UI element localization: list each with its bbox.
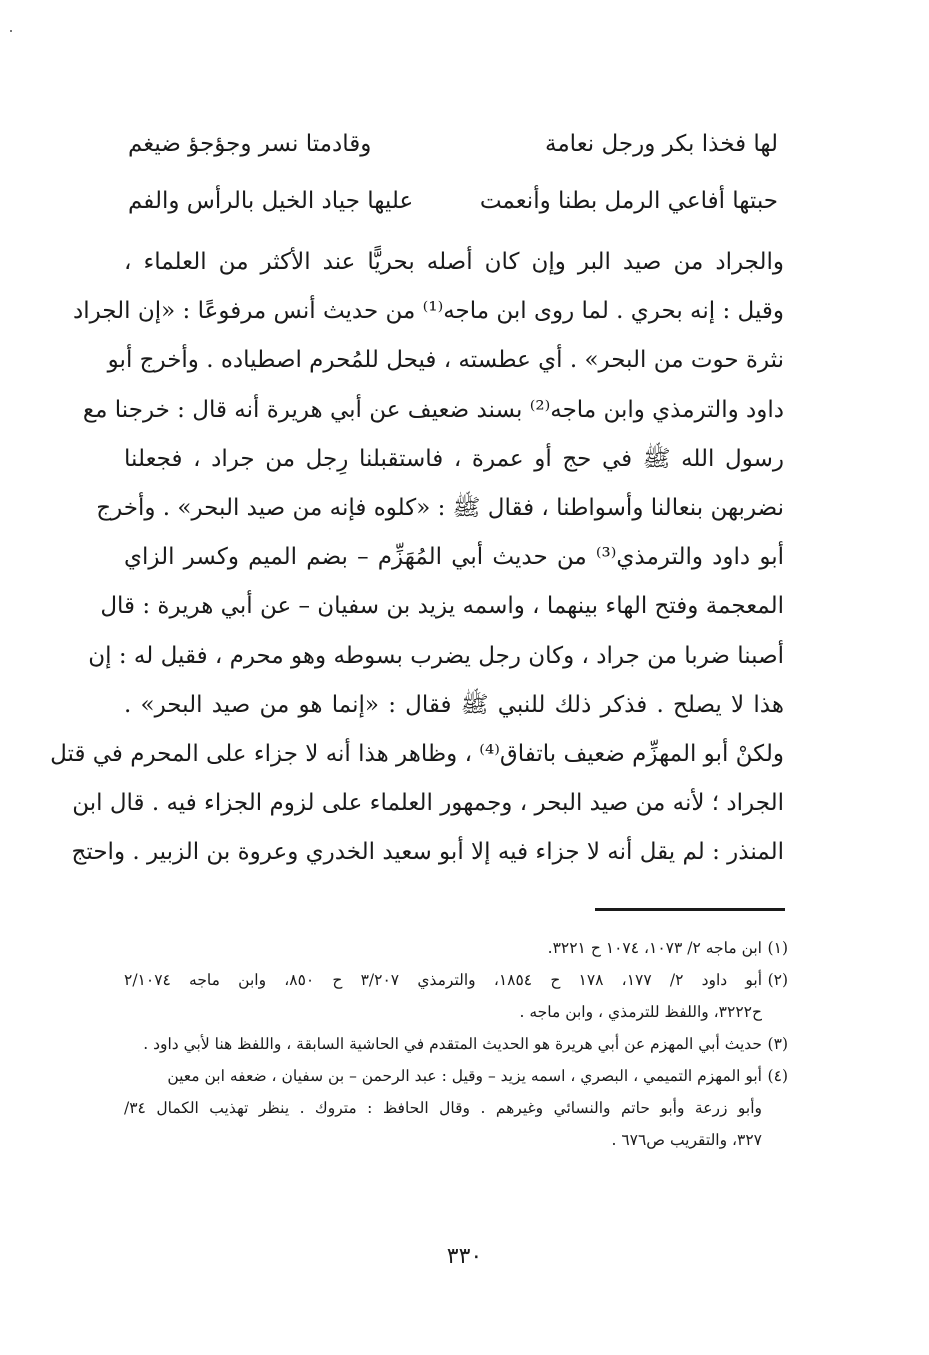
text-line: وقيل : إنه بحري . لما روى ابن ماجه⁽¹⁾ من حديث أنس مرفوعًا : «إن الجراد [72, 298, 784, 325]
verse-2-first-hemistich: حبتها أفاعي الرمل بطنا وأنعمت [479, 188, 778, 214]
footnote-1 [124, 932, 788, 964]
text-line: رسول الله ﷺ في حج أو عمرة ، فاستقبلنا رِجل من جراد ، فجعلنا [124, 445, 784, 472]
footnote-text: حديث أبي المهزم عن أبي هريرة هو الحديث المتقدم في الحاشية السابقة ، واللفظ هنا لأبي داود . [143, 1035, 762, 1053]
poem-verse-2 [128, 181, 778, 221]
poem-verse-1 [128, 124, 778, 164]
footnote-4-continuation: وأبو زرعة وأبو حاتم والنسائي وغيرهم . وقال الحافظ : متروك . ينظر تهذيب الكمال ٣٤/ [124, 1099, 762, 1117]
footnote-text: أبو داود ٢/ ١٧٧، ١٧٨ ح ١٨٥٤، والترمذي ٣/٢٠٧ ح ٨٥٠، وابن ماجه ٢/١٠٧٤ [124, 971, 763, 989]
page-number: ٣٣٠ [446, 1244, 483, 1269]
text-line: المنذر : لم يقل أنه لا جزاء فيه إلا أبو سعيد الخدري وعروة بن الزبير . واحتج [71, 839, 784, 866]
footnote-number: (١) [767, 939, 788, 957]
footnote-2-continuation: ح٣٢٢٢، واللفظ للترمذي ، وابن ماجه . [519, 1003, 762, 1021]
verse-2-second-hemistich: عليها جياد الخيل بالرأس والفم [128, 188, 414, 214]
text-line: المعجمة وفتح الهاء بينهما ، واسمه يزيد بن سفيان – عن أبي هريرة : قال [100, 593, 784, 620]
verse-1-second-hemistich: وقادمتا نسر وجؤجؤ ضيغم [128, 131, 372, 157]
verse-1-first-hemistich: لها فخذا بكر ورجل نعامة [545, 131, 778, 157]
footnote-number: (٢) [767, 971, 789, 989]
footnotes [124, 932, 788, 1156]
footnote-number: (٤) [767, 1067, 788, 1085]
footnote-4-continuation: ٣٢٧، والتقريب ص٦٧٦ . [611, 1131, 762, 1149]
footnote-4 [124, 1060, 788, 1092]
text-line: نضربهن بنعالنا وأسواطنا ، فقال ﷺ : «كلوه فإنه من صيد البحر» . وأخرج [96, 494, 784, 521]
footnote-text: ابن ماجه ٢/ ١٠٧٣، ١٠٧٤ ح ٣٢٢١. [547, 939, 762, 957]
text-line: داود والترمذي وابن ماجه⁽²⁾ بسند ضعيف عن أبي هريرة أنه قال : خرجنا مع [82, 396, 784, 423]
text-line: هذا لا يصلح . فذكر ذلك للنبي ﷺ فقال : «إنما هو من صيد البحر» . [124, 691, 784, 718]
footnote-3 [124, 1028, 788, 1060]
text-line: نثرة حوت من البحر» . أي عطسته ، فيحل للمُحرم اصطياده . وأخرج أبو [107, 347, 784, 374]
text-line: أبو داود والترمذي⁽³⁾ من حديث أبي المُهَزِّم – بضم الميم وكسر الزاي [124, 544, 784, 571]
main-text [50, 238, 784, 877]
footnote-number: (٣) [767, 1035, 788, 1053]
text-line: الجراد ؛ لأنه من صيد البحر ، وجمهور العلماء على لزوم الجزاء فيه . قال ابن [72, 790, 784, 817]
margin-speck [10, 30, 12, 32]
footnote-text: أبو المهزم التميمي ، البصري ، اسمه يزيد – وقيل : عبد الرحمن – بن سفيان ، ضعفه ابن معين [167, 1067, 762, 1085]
text-line: أصبنا ضربا من جراد ، وكان رجل يضرب بسوطه وهو محرم ، فقيل له : إن [88, 642, 784, 669]
text-line: والجراد من صيد البر وإن كان أصله بحريًّا عند الأكثر من العلماء ، [124, 249, 784, 275]
footnote-separator [595, 908, 785, 911]
text-line: ولكنْ أبو المهزِّم ضعيف باتفاق⁽⁴⁾ ، وظاهر هذا أنه لا جزاء على المحرم في قتل [50, 740, 784, 767]
footnote-2 [124, 964, 788, 996]
